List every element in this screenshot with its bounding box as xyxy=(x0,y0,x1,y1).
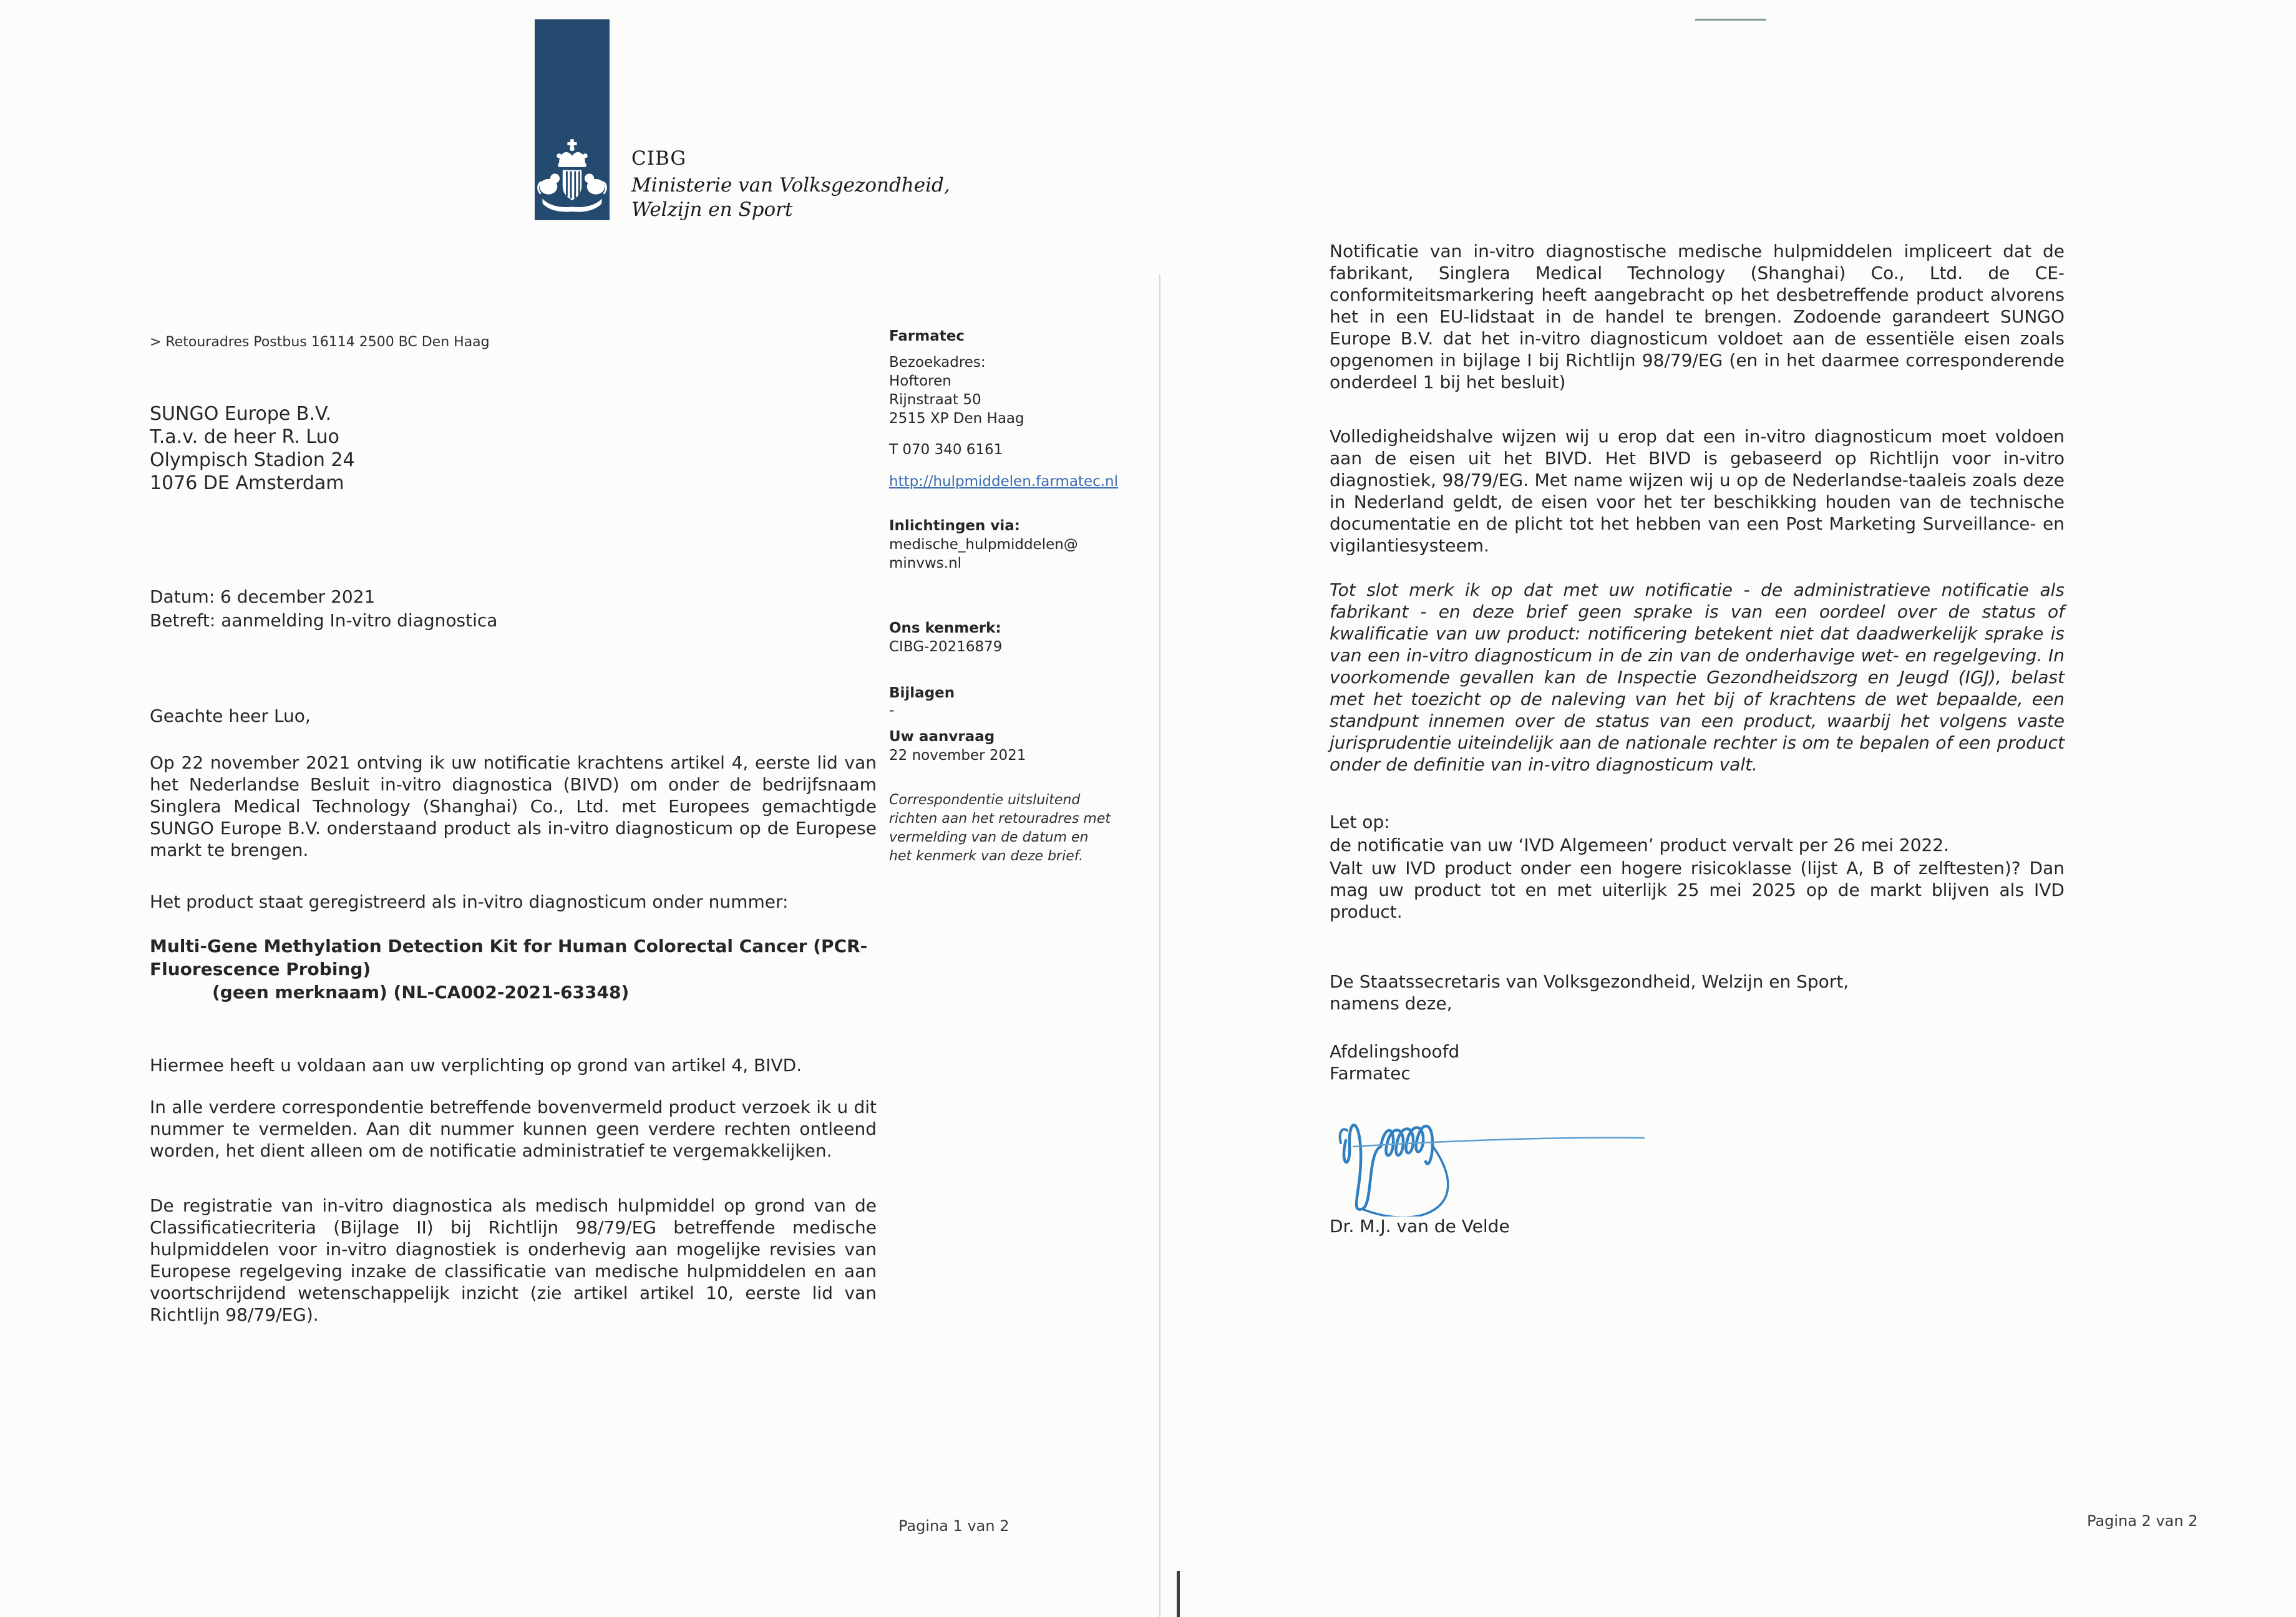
paragraph-obligation-met: Hiermee heeft u voldaan aan uw verplichting op grond van artikel 4, BIVD. xyxy=(150,1055,802,1076)
paragraph-status-disclaimer: Tot slot merk ik op dat met uw notificatie - de administratieve notificatie als fabrikant - en deze brief geen sprake is van een oordeel over de status of kwalificatie van uw product: notificering betekent niet dat daadwerkelijk sprake is van een in-vitro diagnosticum in de zin van de onderhavige wet- en regelgeving. In voorkomende gevallen kan de Inspectie Gezondheidszorg en Jeugd (IGJ), belast met het toezicht op de naleving van het bij of krachtens de wet bepaalde, een standpunt innemen over de status van een product, waarbij het volgens vaste jurisprudentie uiteindelijk aan de nationale rechter is om te bepalen of een product onder de definitie van in-vitro diagnosticum valt. xyxy=(1330,580,2065,775)
paragraph-bivd-requirements: Volledigheidshalve wijzen wij u erop dat een in-vitro diagnosticum moet voldoen aan de eisen uit het BIVD. Het BIVD is gebaseerd op Richtlijn voor in-vitro diagnostiek, 98/79/EG. Met name wijzen wij u op de Nederlandse-taaleis zoals deze in Nederland geldt, de eisen voor het ter beschikking houden van de technische documentatie en de plicht tot het hebben van een Post Marketing Surveillance- en vigilantiesysteem. xyxy=(1330,426,2065,556)
paragraph-registration-revisions: De registratie van in-vitro diagnostica als medisch hulpmiddel op grond van de Classificatiecriteria (Bijlage II) bij Richtlijn 98/79/EG betreffende medische hulpmiddelen voor in-vitro diagnostiek is onderhevig aan mogelijke revisies van Europese regelgeving inzake de classificatie van medische hulpmiddelen en aan voortschrijdend wetenschappelijk inzicht (zie artikel artikel 10, eerste lid van Richtlijn 98/79/EG). xyxy=(150,1195,877,1325)
product-name-block xyxy=(150,935,877,1004)
closing-signatory-authority xyxy=(1330,971,2065,1014)
dutch-coat-of-arms-icon xyxy=(537,139,608,216)
sidebar-request-label: Uw aanvraag xyxy=(889,729,995,745)
page1-footer: Pagina 1 van 2 xyxy=(898,1517,1009,1535)
logo-ministry-line2: Welzijn en Sport xyxy=(631,198,793,221)
product-registration-number: (geen merknaam) (NL-CA002-2021-63348) xyxy=(212,982,630,1003)
sidebar-info-label: Inlichtingen via: xyxy=(889,518,1020,534)
sidebar-reference-number: CIBG-20216879 xyxy=(889,639,1003,655)
visit-address-line: Hoftoren xyxy=(889,373,951,389)
logo-ministry-line1: Ministerie van Volksgezondheid, xyxy=(631,174,950,197)
sidebar-request-date: 22 november 2021 xyxy=(889,747,1026,764)
signer-role-line: Afdelingshoofd xyxy=(1330,1041,1460,1062)
note-line: richten aan het retouradres met xyxy=(889,811,1111,827)
logo-org-name: CIBG xyxy=(631,147,687,170)
date-subject-block xyxy=(150,585,497,633)
attention-label: Let op: xyxy=(1330,812,1390,832)
paragraph-ce-marking: Notificatie van in-vitro diagnostische medische hulpmiddelen impliceert dat de fabrikant, Singlera Medical Technology (Shanghai) Co., Ltd. de CE-conformiteitsmarkering heeft aangebracht op het desbetreffende product alvorens het in een EU-lidstaat in de handel te brengen. Zodoende garandeert SUNGO Europe B.V. dat het in-vitro diagnosticum voldoet aan de essentiële eisen zoals opgenomen in bijlage I bij Richtlijn 98/79/EG (en in het daarmee corresponderende onderdeel 1 bij het besluit) xyxy=(1330,241,2065,392)
attention-expiry-line: de notificatie van uw ‘IVD Algemeen’ product vervalt per 26 mei 2022. xyxy=(1330,835,1950,855)
page-divider-line xyxy=(1159,274,1160,1617)
handwritten-signature xyxy=(1332,1085,1669,1216)
recipient-line: Olympisch Stadion 24 xyxy=(150,449,355,471)
note-line: het kenmerk van deze brief. xyxy=(889,848,1084,864)
info-email-line: medische_hulpmiddelen@ xyxy=(889,537,1078,553)
note-line: vermelding van de datum en xyxy=(889,830,1089,845)
sidebar-phone: T 070 340 6161 xyxy=(889,442,1003,458)
closing-line: De Staatssecretaris van Volksgezondheid, Welzijn en Sport, xyxy=(1330,971,1849,992)
note-line: Correspondentie uitsluitend xyxy=(889,792,1081,808)
closing-line: namens deze, xyxy=(1330,993,1452,1014)
sidebar-info-email xyxy=(889,535,1078,573)
signer-role-block xyxy=(1330,1041,2065,1084)
letter-subject: Betreft: aanmelding In-vitro diagnostica xyxy=(150,610,498,631)
product-name-line2: Fluorescence Probing) xyxy=(150,959,371,979)
signer-role-line: Farmatec xyxy=(1330,1063,1411,1084)
info-email-line: minvws.nl xyxy=(889,555,962,571)
page2-footer: Pagina 2 van 2 xyxy=(2087,1512,2198,1530)
sidebar-website-link[interactable]: http://hulpmiddelen.farmatec.nl xyxy=(889,473,1119,490)
letter-date: Datum: 6 december 2021 xyxy=(150,586,376,607)
sidebar-reference-label: Ons kenmerk: xyxy=(889,620,1001,636)
recipient-address xyxy=(150,402,355,495)
recipient-line: 1076 DE Amsterdam xyxy=(150,472,344,494)
scan-artifact-line xyxy=(1177,1571,1180,1617)
salutation: Geachte heer Luo, xyxy=(150,706,311,726)
sidebar-org-name: Farmatec xyxy=(889,328,965,344)
visit-address-line: 2515 XP Den Haag xyxy=(889,410,1024,427)
visit-address-line: Rijnstraat 50 xyxy=(889,392,981,408)
ministry-logo-bar xyxy=(535,19,610,220)
paragraph-correspondence-number: In alle verdere correspondentie betreffende bovenvermeld product verzoek ik u dit nummer te vermelden. Aan dit nummer kunnen geen verdere rechten ontleend worden, het dient alleen om de notificatie administratief te vergemakkelijken. xyxy=(150,1097,877,1161)
signer-name: Dr. M.J. van de Velde xyxy=(1330,1216,1510,1236)
sidebar-attachments-label: Bijlagen xyxy=(889,685,955,701)
attention-risk-class-paragraph: Valt uw IVD product onder een hogere risicoklasse (lijst A, B of zelftesten)? Dan mag uw product tot en met uiterlijk 25 mei 2025 op de markt blijven als IVD product. xyxy=(1330,858,2065,922)
return-address: > Retouradres Postbus 16114 2500 BC Den Haag xyxy=(150,334,490,350)
recipient-line: T.a.v. de heer R. Luo xyxy=(150,426,339,448)
sidebar-attachments-value: - xyxy=(889,702,895,719)
logo-ministry-name xyxy=(631,173,950,222)
sidebar-visit-address-label: Bezoekadres: xyxy=(889,354,986,371)
paragraph-registered-under-number: Het product staat geregistreerd als in-vitro diagnosticum onder nummer: xyxy=(150,891,789,912)
recipient-line: SUNGO Europe B.V. xyxy=(150,403,332,425)
sidebar-visit-address xyxy=(889,372,1024,428)
sidebar-correspondence-note xyxy=(889,791,1111,866)
scan-artifact-mark xyxy=(1695,19,1766,21)
product-name-line1: Multi-Gene Methylation Detection Kit for Human Colorectal Cancer (PCR- xyxy=(150,936,868,956)
paragraph-notification-received: Op 22 november 2021 ontving ik uw notificatie krachtens artikel 4, eerste lid van het Nederlandse Besluit in-vitro diagnostica (BIVD) om onder de bedrijfsnaam Singlera Medical Technology (Shanghai) Co., Ltd. met Europees gemachtigde SUNGO Europe B.V. onderstaand product als in-vitro diagnosticum op de Europese markt te brengen. xyxy=(150,752,877,860)
